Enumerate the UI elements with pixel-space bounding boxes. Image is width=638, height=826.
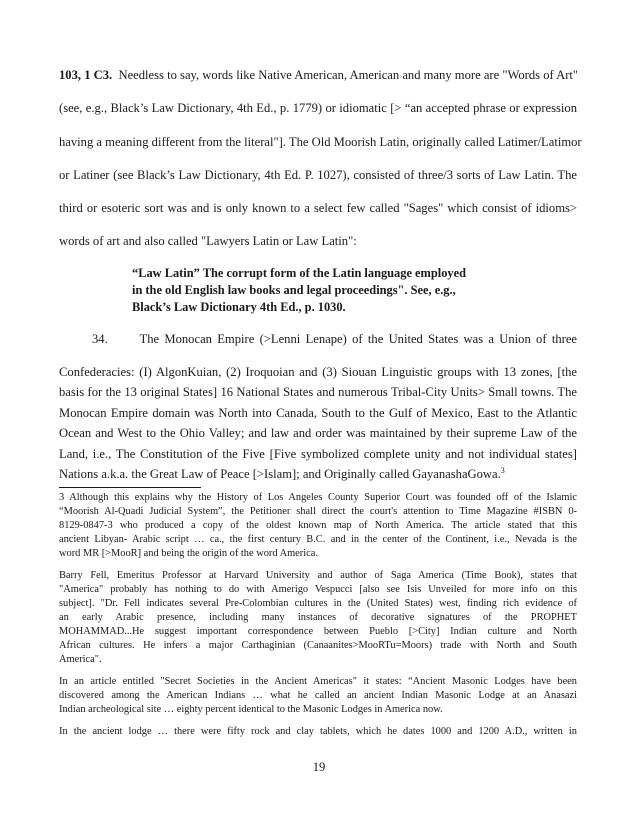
paragraph-number: 34. <box>92 332 108 346</box>
footnote-line: discovered among the American Indians … what he called an ancient Indian Masonic Lodge at an Anasazi <box>59 690 577 701</box>
page-number: 19 <box>312 760 326 774</box>
body-line <box>59 446 577 462</box>
section-citation: 103, 1 C3. <box>59 68 113 82</box>
block-quote-line: in the old English law books and legal proceedings". See, e.g., <box>132 283 456 297</box>
footnote-line: word MR [>MooR] and being the origin of the word America. <box>59 548 318 559</box>
footnote-separator <box>59 487 201 488</box>
footnote-line: 3 Although this explains why the History of Los Angeles County Superior Court was founded off of the Islamic <box>59 492 577 503</box>
body-line <box>59 384 577 400</box>
footnote-line: Indian archeological site … eighty percent identical to the Masonic Lodges in America now. <box>59 704 443 715</box>
footnote-line: 8129-0847-3 who produced a copy of the oldest known map of North America. The article stated that this <box>59 520 577 531</box>
footnote-line: subject]. "Dr. Fell indicates several Pre-Colombian cultures in the (United States) west, finding rich evidence of <box>59 598 577 609</box>
body-line <box>59 405 577 421</box>
footnote-line: an early Arabic presence, including many instances of decorative signatures of the PROPHET <box>59 612 577 623</box>
footnote-line: In the ancient lodge … there were fifty rock and clay tablets, which he dates 1000 and 1200 A.D., written in <box>59 726 577 737</box>
footnote-line: MOHAMMAD...He suggest important correspondence between Pueblo [>City] Indian culture and North <box>59 626 577 637</box>
body-text: basis for the 13 original States] 16 National States and numerous Tribal-City Units> Small towns. The <box>59 385 577 399</box>
footnote-line: "America" probably has nothing to do with Amerigo Vespucci [also see Isis Unveiled for more info on this <box>59 584 577 595</box>
body-line <box>92 331 577 347</box>
body-line <box>59 364 577 380</box>
body-line <box>59 466 577 482</box>
footnote-reference[interactable]: 3 <box>500 465 505 475</box>
footnote-line: African cultures. He infers a major Carthaginian (Canaanites>MooRTu=Moors) trade with North and South <box>59 640 577 651</box>
body-line <box>59 67 577 83</box>
body-text: Ocean and West to the Ohio Valley; and law and order was maintained by their supreme Law of the <box>59 426 577 440</box>
body-text: Nations a.k.a. the Great Law of Peace [>Islam]; and Originally called GayanashaGowa. <box>59 467 501 481</box>
body-line <box>59 425 577 441</box>
body-text: Needless to say, words like Native American, American and many more are "Words of Art" <box>118 68 579 82</box>
body-text: Monocan Empire domain was North into Canada, South to the Gulf of Mexico, East to the Atlantic <box>59 406 577 420</box>
footnote-line: ancient Libyan- Arabic script … ca., the first century B.C. and in the center of the Continent, i.e., Nevada is the <box>59 534 577 545</box>
footnote-line: “Moorish Al-Quadi Judicial System”, the Petitioner shall direct the court's attention to Time Magazine #ISBN 0- <box>59 506 577 517</box>
footnote-line: In an article entitled "Secret Societies in the Ancient Americas" it states: “Ancient Masonic Lodges have been <box>59 676 577 687</box>
body-line: or Latiner (see Black’s Law Dictionary, 4th Ed. P. 1027), consisted of three/3 sorts of Law Latin. The <box>59 168 577 182</box>
body-text: Confederacies: (I) AlgonKuian, (2) Iroquoian and (3) Siouan Linguistic groups with 13 zones, [the <box>59 365 577 379</box>
body-text: Land, i.e., The Constitution of the Five [Five symbolized complete unity and not individual states] <box>59 447 577 461</box>
body-text: The Monocan Empire (>Lenni Lenape) of the United States was a Union of three <box>139 332 578 346</box>
body-line: words of art and also called "Lawyers Latin or Law Latin": <box>59 234 357 248</box>
body-line: having a meaning different from the literal"]. The Old Moorish Latin, originally called Latimer/Latimor <box>59 135 582 149</box>
body-line: third or esoteric sort was and is only known to a select few called "Sages" which consist of idioms> <box>59 201 577 215</box>
footnote-line: Barry Fell, Emeritus Professor at Harvard University and author of Saga America (Time Book), states that <box>59 570 577 581</box>
body-line: (see, e.g., Black’s Law Dictionary, 4th Ed., p. 1779) or idiomatic [> “an accepted phrase or expression <box>59 101 577 115</box>
footnote-line: America". <box>59 654 102 665</box>
block-quote-line: “Law Latin” The corrupt form of the Latin language employed <box>132 266 466 280</box>
block-quote-line: Black’s Law Dictionary 4th Ed., p. 1030. <box>132 300 346 314</box>
